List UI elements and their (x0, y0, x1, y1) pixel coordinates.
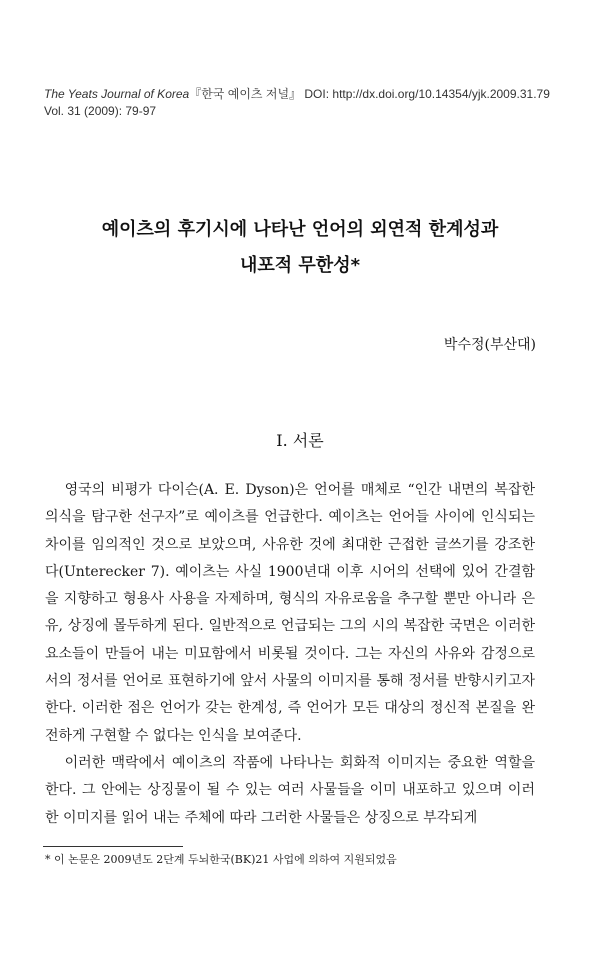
section-heading: I. 서론 (276, 431, 324, 450)
author-affiliation: 박수정(부산대) (443, 337, 536, 353)
footnote: * 이 논문은 2009년도 2단계 두뇌한국(BK)21 사업에 의하여 지원되었음 (45, 853, 397, 866)
paper-title-line-1: 예이츠의 후기시에 나타난 언어의 외연적 한계성과 (101, 219, 499, 240)
doi-link[interactable]: DOI: http://dx.doi.org/10.14354/yjk.2009.31.79 (304, 87, 550, 101)
journal-title-korean: 『한국 예이츠 저널』 (189, 87, 302, 101)
journal-title-english: The Yeats Journal of Korea (44, 87, 190, 101)
paper-title-line-2: 내포적 무한성* (239, 255, 360, 276)
footnote-divider (43, 846, 183, 847)
body-text (45, 477, 535, 832)
body-paragraph-2: 이러한 맥락에서 예이츠의 작품에 나타나는 회화적 이미지는 중요한 역할을 한다. 그 안에는 상징물이 될 수 있는 여러 사물들을 이미 내포하고 있으며 이러한 이미지를 읽어 내는 주체에 따라 그러한 사물들은 상징으로 부각되게 (45, 754, 535, 826)
body-paragraph-1: 영국의 비평가 다이슨(A. E. Dyson)은 언어를 매체로 “인간 내면의 복잡한 의식을 탐구한 선구자”로 예이츠를 언급한다. 예이츠는 언어들 사이에 인식되는 차이를 임의적인 것으로 보았으며, 사유한 것에 최대한 근접한 글쓰기를 강조한다(Unterecker 7). 예이츠는 사실 1900년대 이후 시어의 선택에 있어 간결함을 지향하고 형용사 사용을 자제하며, 형식의 자유로움을 추구할 뿐만 아니라 은유, 상징에 몰두하게 된다. 일반적으로 언급되는 그의 시의 복잡한 국면은 이러한 요소들이 만들어 내는 미묘함에서 비롯될 것이다. 그는 자신의 사유와 감정으로서의 정서를 언어로 표현하기에 앞서 사물의 이미지를 통해 정서를 반향시키고자 한다. 이러한 점은 언어가 갖는 한계성, 즉 언어가 모든 대상의 정신적 본질을 완전하게 구현할 수 없다는 인식을 보여준다. (45, 482, 535, 744)
journal-citation-line (44, 86, 564, 103)
volume-info: Vol. 31 (2009): 79-97 (44, 104, 157, 118)
journal-header (44, 86, 564, 120)
paper-title (40, 212, 560, 284)
